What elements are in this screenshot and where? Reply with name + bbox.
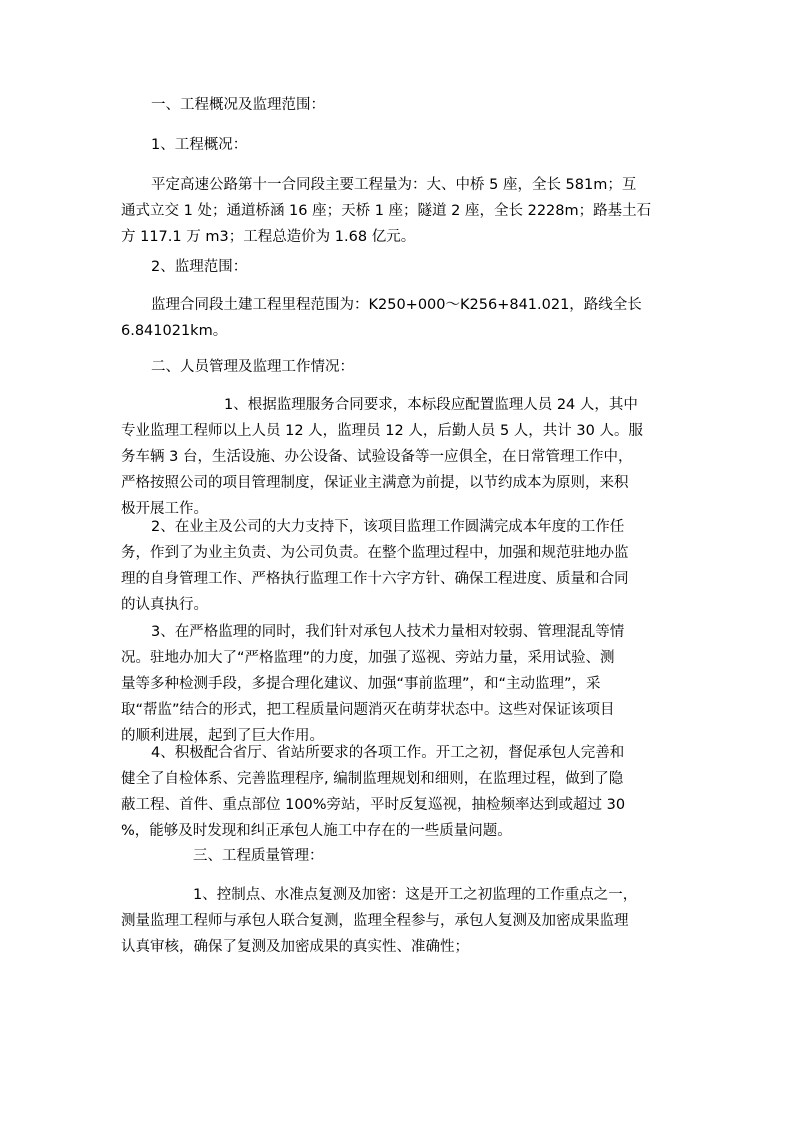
section-heading-overview bbox=[121, 92, 706, 118]
paragraph-supervision-scope bbox=[121, 292, 676, 344]
heading-text: 三、工程质量管理： bbox=[193, 848, 324, 864]
paragraph-line: 4、积极配合省厅、省站所要求的各项工作。开工之初，督促承包人完善和 bbox=[151, 745, 625, 761]
paragraph-line: 认真审核，确保了复测及加密成果的真实性、准确性； bbox=[121, 939, 469, 955]
subheading-text: 2、监理范围： bbox=[151, 259, 248, 275]
paragraph-line: 取“帮监”结合的形式，把工程质量问题消灭在萌芽状态中。这些对保证该项目 bbox=[121, 702, 615, 718]
heading-text: 一、工程概况及监理范围： bbox=[151, 97, 325, 113]
paragraph-line: 1、根据监理服务合同要求，本标段应配置监理人员 24 人，其中 bbox=[224, 397, 638, 413]
paragraph-line: %，能够及时发现和纠正承包人施工中存在的一些质量问题。 bbox=[121, 823, 512, 839]
section-heading-quality bbox=[121, 843, 748, 869]
paragraph-personnel-1 bbox=[121, 392, 676, 522]
heading-text: 二、人员管理及监理工作情况： bbox=[151, 359, 354, 375]
paragraph-line: 3、在严格监理的同时，我们针对承包人技术力量相对较弱、管理混乱等情 bbox=[151, 624, 625, 640]
paragraph-line: 蔽工程、首件、重点部位 100%旁站，平时反复巡视，抽检频率达到或超过 30 bbox=[121, 797, 626, 813]
paragraph-line: 专业监理工程师以上人员 12 人，监理员 12 人，后勤人员 5 人，共计 30 人。服 bbox=[121, 423, 643, 439]
paragraph-line: 量等多种检测手段，多提合理化建议、加强“事前监理”，和“主动监理”，采 bbox=[121, 676, 601, 692]
paragraph-project-overview bbox=[121, 172, 676, 250]
paragraph-line: 的顺利进展，起到了巨大作用。 bbox=[121, 728, 324, 744]
paragraph-line: 健全了自检体系、完善监理程序, 编制监理规划和细则，在监理过程，做到了隐 bbox=[121, 771, 624, 787]
paragraph-personnel-2 bbox=[121, 514, 676, 618]
paragraph-personnel-4 bbox=[121, 740, 676, 844]
paragraph-personnel-3 bbox=[121, 619, 676, 749]
paragraph-line: 务车辆 3 台，生活设施、办公设备、试验设备等一应俱全，在日常管理工作中， bbox=[121, 449, 633, 465]
paragraph-line: 6.841021km。 bbox=[121, 323, 228, 339]
paragraph-line: 务，作到了为业主负责、为公司负责。在整个监理过程中，加强和规范驻地办监 bbox=[121, 545, 629, 561]
paragraph-line: 理的自身管理工作、严格执行监理工作十六字方针、确保工程进度、质量和合同 bbox=[121, 571, 629, 587]
paragraph-line: 通式立交 1 处；通道桥涵 16 座；天桥 1 座；隧道 2 座，全长 2228m；路基土石 bbox=[121, 203, 652, 219]
paragraph-line: 方 117.1 万 m3；工程总造价为 1.68 亿元。 bbox=[121, 229, 416, 245]
paragraph-line: 平定高速公路第十一合同段主要工程量为：大、中桥 5 座，全长 581m；互 bbox=[151, 177, 637, 193]
paragraph-quality-1 bbox=[121, 882, 676, 960]
paragraph-line: 1、控制点、水准点复测及加密：这是开工之初监理的工作重点之一， bbox=[193, 887, 638, 903]
paragraph-line: 测量监理工程师与承包人联合复测，监理全程参与，承包人复测及加密成果监理 bbox=[121, 913, 629, 929]
paragraph-line: 的认真执行。 bbox=[121, 597, 208, 613]
subheading-text: 1、工程概况： bbox=[151, 137, 248, 153]
paragraph-line: 监理合同段土建工程里程范围为：K250+000～K256+841.021，路线全长 bbox=[151, 297, 642, 313]
paragraph-line: 2、在业主及公司的大力支持下，该项目监理工作圆满完成本年度的工作任 bbox=[151, 519, 625, 535]
subheading-project-overview bbox=[121, 132, 706, 158]
paragraph-line: 极开展工作。 bbox=[121, 501, 208, 517]
paragraph-line: 严格按照公司的项目管理制度，保证业主满意为前提，以节约成本为原则，来积 bbox=[121, 475, 629, 491]
paragraph-line: 况。驻地办加大了“严格监理”的力度，加强了巡视、旁站力量，采用试验、测 bbox=[121, 650, 615, 666]
subheading-supervision-scope bbox=[121, 254, 706, 280]
section-heading-personnel bbox=[121, 354, 706, 380]
